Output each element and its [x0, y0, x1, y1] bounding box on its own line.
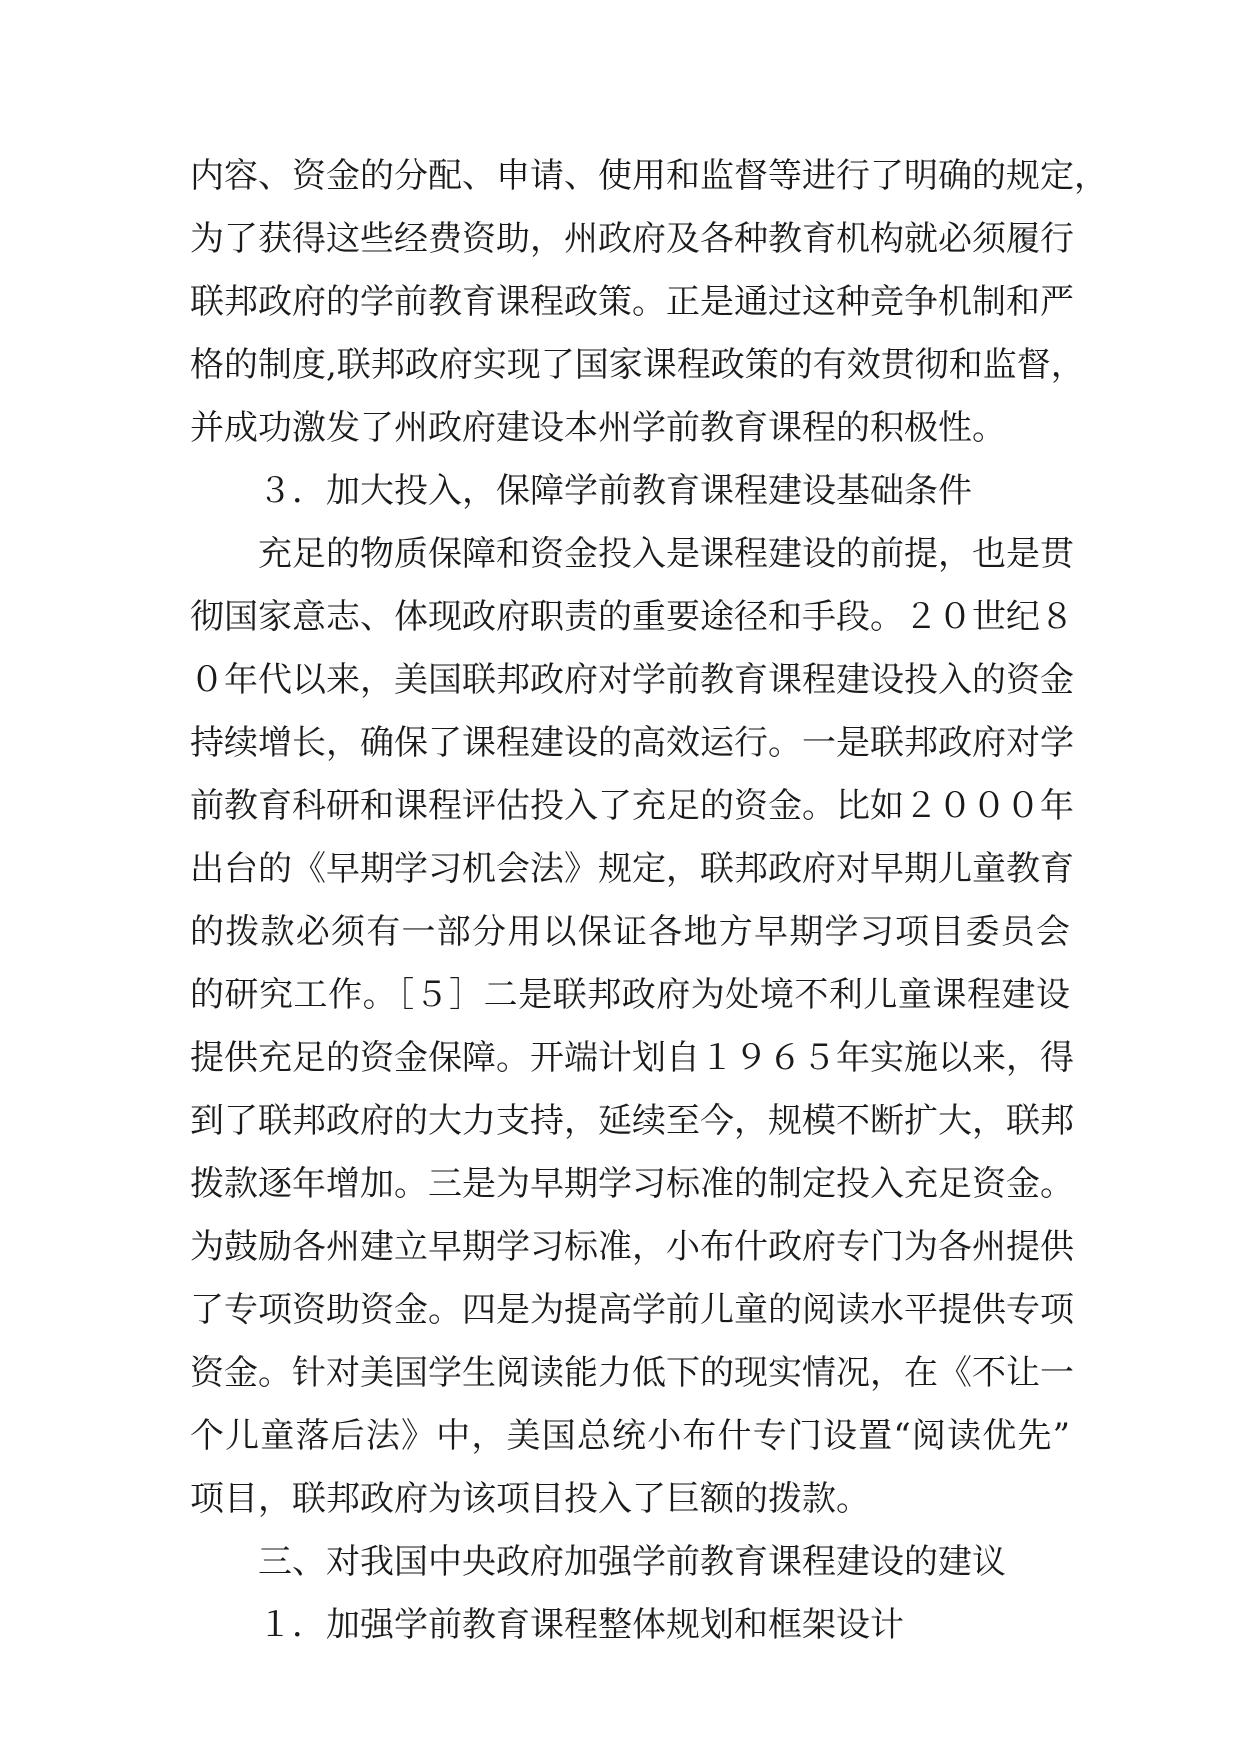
text-line: 了专项资助资金。四是为提高学前儿童的阅读水平提供专项	[190, 1290, 1074, 1330]
text-line: 持续增长，确保了课程建设的高效运行。一是联邦政府对学	[190, 723, 1074, 763]
text-line: 充足的物质保障和资金投入是课程建设的前提，也是贯	[258, 534, 1074, 574]
section-heading: 三、对我国中央政府加强学前教育课程建设的建议	[258, 1542, 1006, 1582]
text-line: 到了联邦政府的大力支持，延续至今，规模不断扩大，联邦	[190, 1101, 1074, 1141]
text-line: ０年代以来，美国联邦政府对学前教育课程建设投入的资金	[190, 660, 1074, 700]
subsection-heading: １．加强学前教育课程整体规划和框架设计	[258, 1605, 904, 1645]
text-line: 提供充足的资金保障。开端计划自１９６５年实施以来，得	[190, 1038, 1074, 1078]
body-text	[190, 145, 1108, 1657]
text-line: 拨款逐年增加。三是为早期学习标准的制定投入充足资金。	[190, 1164, 1074, 1204]
text-line: 内容、资金的分配、申请、使用和监督等进行了明确的规定，	[190, 156, 1108, 196]
text-line: 的研究工作。［５］二是联邦政府为处境不利儿童课程建设	[190, 975, 1070, 1015]
text-line: 并成功激发了州政府建设本州学前教育课程的积极性。	[190, 408, 1006, 448]
text-line: 出台的《早期学习机会法》规定，联邦政府对早期儿童教育	[190, 849, 1074, 889]
text-line: 为鼓励各州建立早期学习标准，小布什政府专门为各州提供	[190, 1227, 1074, 1267]
text-line: 格的制度,联邦政府实现了国家课程政策的有效贯彻和监督，	[190, 345, 1085, 385]
text-line: 联邦政府的学前教育课程政策。正是通过这种竞争机制和严	[190, 282, 1074, 322]
text-line: 资金。针对美国学生阅读能力低下的现实情况，在《不让一	[190, 1353, 1074, 1393]
section-heading: ３．加大投入，保障学前教育课程建设基础条件	[258, 471, 972, 511]
text-line: 前教育科研和课程评估投入了充足的资金。比如２０００年	[190, 786, 1074, 826]
text-line: 个儿童落后法》中，美国总统小布什专门设置“阅读优先”	[190, 1416, 1070, 1456]
text-line: 项目，联邦政府为该项目投入了巨额的拨款。	[190, 1479, 870, 1519]
text-line: 的拨款必须有一部分用以保证各地方早期学习项目委员会	[190, 912, 1070, 952]
text-line: 为了获得这些经费资助，州政府及各种教育机构就必须履行	[190, 219, 1074, 259]
text-line: 彻国家意志、体现政府职责的重要途径和手段。２０世纪８	[190, 597, 1074, 637]
